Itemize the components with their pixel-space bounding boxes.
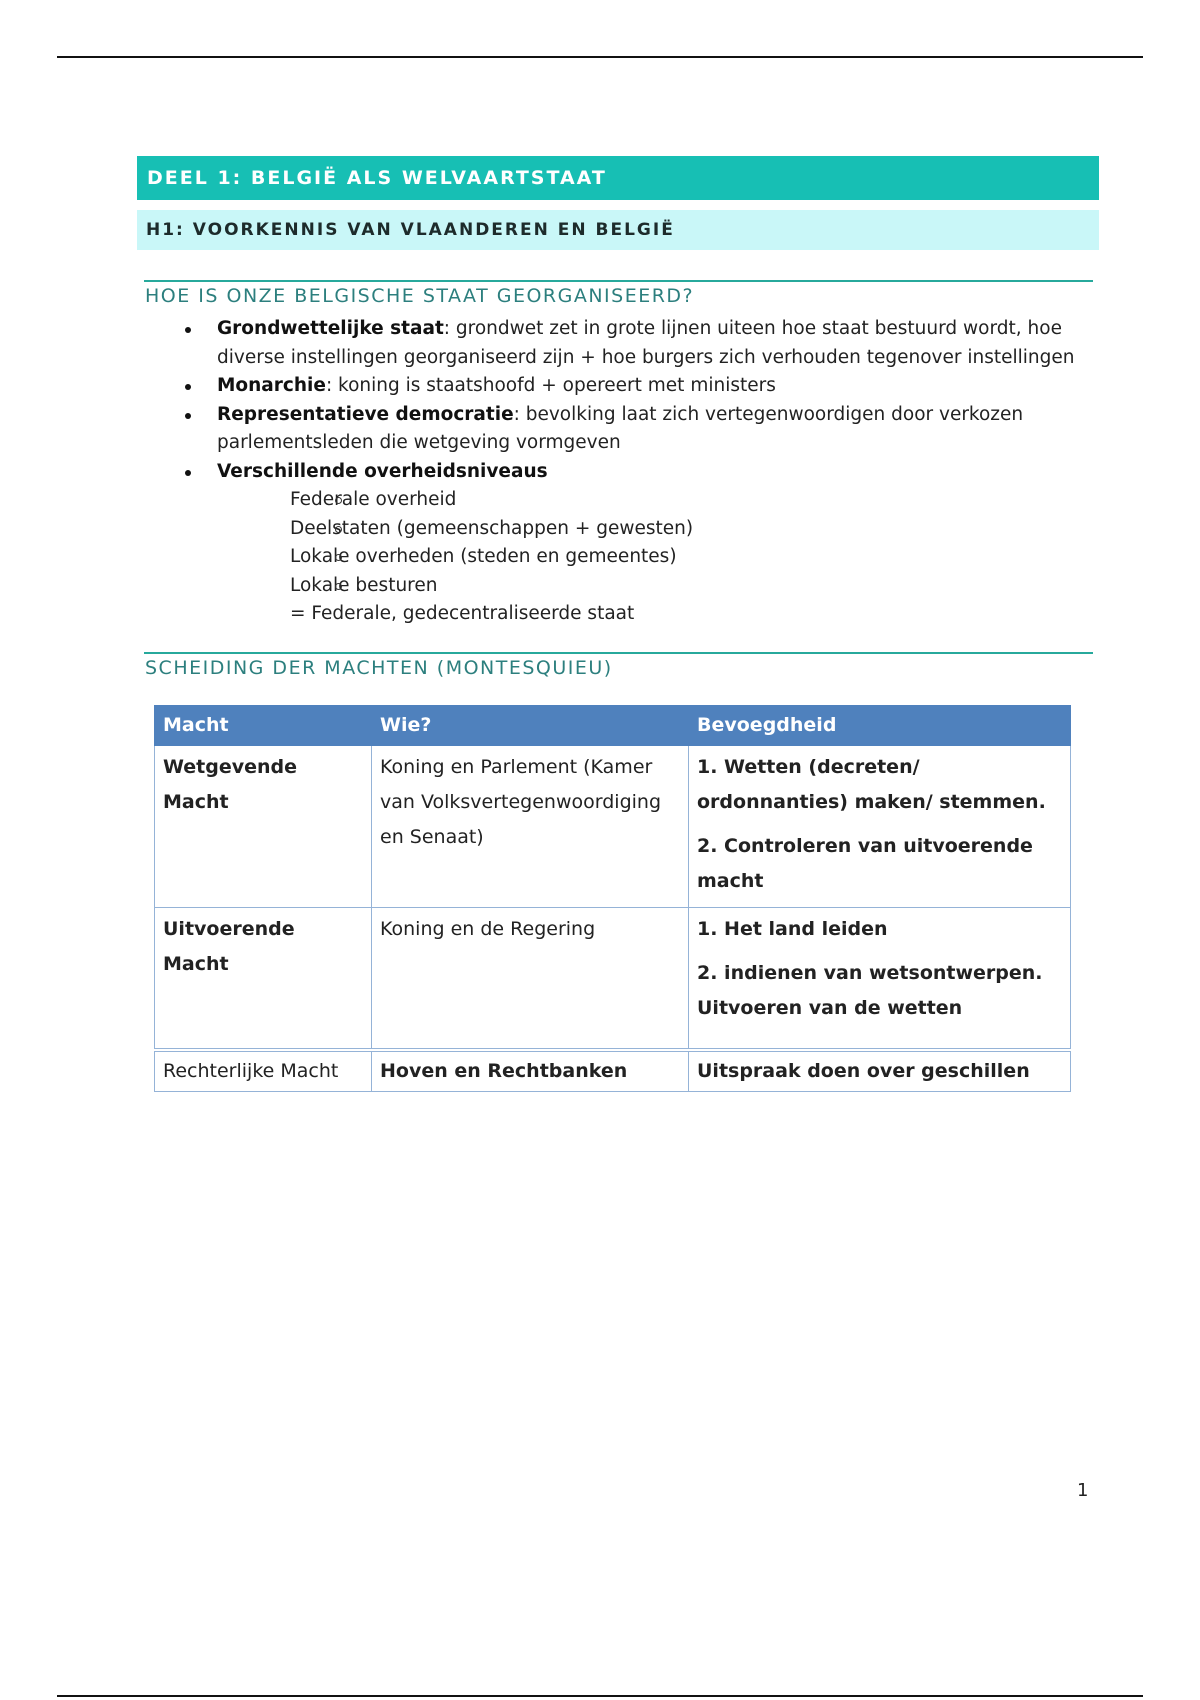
circle-bullet-icon <box>335 497 342 504</box>
sub-list-item <box>217 486 1097 515</box>
bullet-term: Verschillende overheidsniveaus <box>217 460 548 482</box>
circle-bullet-icon <box>335 583 342 590</box>
cell-wie: Koning en de Regering <box>372 907 689 1050</box>
cell-macht: Uitvoerende Macht <box>155 907 372 1050</box>
column-header: Bevoegdheid <box>689 705 1071 745</box>
page-content <box>137 156 1099 1092</box>
header-rule <box>57 56 1143 58</box>
bullet-term: Representatieve democratie <box>217 403 514 425</box>
cell-paragraph: 1. Het land leiden <box>697 917 888 940</box>
cell-wie: Koning en Parlement (Kamer van Volksvertegenwoordiging en Senaat) <box>372 745 689 907</box>
cell-macht: Rechterlijke Macht <box>155 1050 372 1092</box>
cell-paragraph: 2. indienen van wetsontwerpen. Uitvoeren van de wetten <box>697 961 1043 1019</box>
page-number: 1 <box>1077 1480 1089 1501</box>
list-item <box>137 401 1097 458</box>
table-header-row <box>155 705 1071 745</box>
table-row <box>155 745 1071 907</box>
footer-rule <box>57 1695 1143 1697</box>
circle-bullet-icon <box>335 554 342 561</box>
cell-bevoegdheid <box>689 1050 1071 1092</box>
part-title-bar: DEEL 1: BELGIË ALS WELVAARTSTAAT <box>137 156 1099 200</box>
cell-bevoegdheid <box>689 907 1071 1050</box>
column-header: Wie? <box>372 705 689 745</box>
cell-paragraph: 2. Controleren van uitvoerende macht <box>697 834 1033 892</box>
bullet-icon <box>185 384 191 390</box>
cell-wie: Hoven en Rechtbanken <box>372 1050 689 1092</box>
bullet-term: Monarchie <box>217 375 326 396</box>
list-item <box>137 372 1097 401</box>
sub-item-text: Lokale overheden (steden en gemeentes) <box>290 546 677 567</box>
cell-bevoegdheid <box>689 745 1071 907</box>
bullet-text: : bevolking laat zich vertegenwoordigen door verkozen parlementsleden die wetgeving vormgeven <box>217 403 1024 453</box>
powers-table <box>154 705 1071 1092</box>
cell-paragraph: 1. Wetten (decreten/ ordonnanties) maken/ stemmen. <box>697 755 1046 813</box>
column-header: Macht <box>155 705 372 745</box>
section-heading-staat: HOE IS ONZE BELGISCHE STAAT GEORGANISEERD? <box>144 280 1093 307</box>
chapter-title-bar: H1: VOORKENNIS VAN VLAANDEREN EN BELGIË <box>137 210 1099 250</box>
sub-item-text: Lokale besturen <box>290 574 438 596</box>
bullet-icon <box>185 327 191 333</box>
sub-item-text: Federale overheid <box>290 489 457 510</box>
section-heading-machten: SCHEIDING DER MACHTEN (MONTESQUIEU) <box>144 652 1093 679</box>
sub-item-text: Deelstaten (gemeenschappen + gewesten) <box>290 517 694 539</box>
list-item <box>137 458 1097 629</box>
sub-list <box>137 486 1097 629</box>
cell-macht: Wetgevende Macht <box>155 745 372 907</box>
conclusion-text: = Federale, gedecentraliseerde staat <box>290 603 635 624</box>
bullet-icon <box>185 470 191 476</box>
bullet-list <box>137 315 1099 629</box>
bullet-text: : koning is staatshoofd + opereert met ministers <box>325 375 776 396</box>
table-row <box>155 907 1071 1050</box>
sub-list-item <box>217 543 1097 572</box>
circle-bullet-icon <box>335 526 342 533</box>
conclusion-line <box>217 600 1097 629</box>
bullet-icon <box>185 413 191 419</box>
sub-list-item <box>217 515 1097 544</box>
sub-list-item <box>217 572 1097 601</box>
bullet-term: Grondwettelijke staat <box>217 318 444 339</box>
list-item <box>137 315 1097 372</box>
bullet-text: : grondwet zet in grote lijnen uiteen hoe staat bestuurd wordt, hoe diverse instellingen georganiseerd zijn + hoe burgers zich verhouden tegenover instellingen <box>217 318 1075 368</box>
table-row <box>155 1050 1071 1092</box>
cell-paragraph: Uitspraak doen over geschillen <box>697 1059 1030 1082</box>
